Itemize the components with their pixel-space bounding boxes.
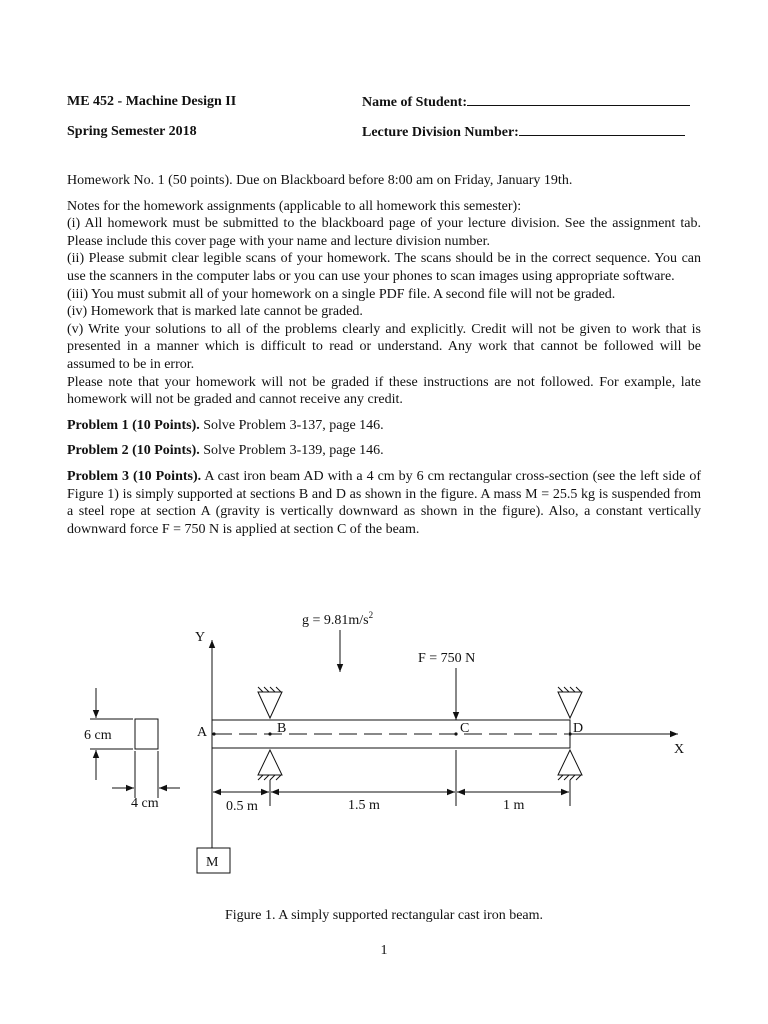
problem-1: [67, 417, 701, 435]
course-title: ME 452 - Machine Design II: [67, 94, 237, 109]
mass-value: M = 25.5 kg: [525, 486, 596, 502]
force-value: F = 750 N: [161, 521, 220, 537]
note-item: (i) All homework must be submitted to the blackboard page of your lecture division. See the assignment tab. Please include this cover page with your name and lecture division number.: [67, 216, 701, 249]
problem-3-text: is applied at section C of the beam.: [219, 521, 420, 537]
homework-line: Homework No. 1 (50 points). Due on Blackboard before 8:00 am on Friday, January 19th.: [67, 173, 573, 188]
support-d-top: [558, 692, 582, 718]
problem-3-text: A cast iron beam AD with a 4 cm by 6 cm rectangular cross-section (see the left side of Figure 1) is simply supported at sections B and D as shown in the figure. A mass: [67, 468, 701, 502]
document-body: [67, 172, 701, 538]
division-blank: [519, 124, 685, 136]
point-c-marker: [454, 732, 457, 735]
problem-2-title: Problem 2 (10 Points).: [67, 443, 200, 459]
notes-intro: Notes for the homework assignments (applicable to all homework this semester):: [67, 198, 522, 214]
beam-figure: [0, 600, 768, 890]
problem-3: [67, 468, 701, 538]
dimension-bc-label: 1.5 m: [348, 798, 380, 813]
support-b-top: [258, 692, 282, 718]
student-name-field: [362, 94, 690, 111]
problem-1-title: Problem 1 (10 Points).: [67, 417, 200, 433]
cross-section: [135, 719, 158, 749]
problem-3-title: Problem 3 (10 Points).: [67, 468, 202, 484]
problem-2-text: Solve Problem 3-139, page 146.: [199, 443, 384, 459]
point-c-label: C: [460, 721, 470, 736]
y-axis-label: Y: [195, 630, 206, 645]
mass-box-label: M: [206, 855, 219, 870]
force-label: F = 750 N: [418, 651, 476, 666]
problem-2: [67, 442, 701, 460]
height-dimension-label: 6 cm: [84, 728, 112, 743]
dimension-ab-label: 0.5 m: [226, 799, 258, 814]
page-number: 1: [380, 943, 388, 958]
point-b-label: B: [277, 721, 287, 736]
note-item: (iv) Homework that is marked late cannot be graded.: [67, 304, 363, 320]
gravity-label: $g = 9.81m/s^2$: [302, 610, 374, 628]
dimension-cd-label: 1 m: [503, 798, 525, 813]
notes-closing: Please note that your homework will not be graded if these instructions are not followed. For example, late homework will not be graded and cannot receive any credit.: [67, 374, 701, 408]
student-name-label: Name of Student:: [362, 95, 467, 110]
student-name-blank: [467, 94, 690, 106]
support-b-bottom: [258, 750, 282, 775]
division-label: Lecture Division Number:: [362, 125, 519, 140]
width-dimension-label: 4 cm: [131, 796, 159, 811]
figure-caption: Figure 1. A simply supported rectangular cast iron beam.: [224, 908, 544, 923]
note-item: (v) Write your solutions to all of the problems clearly and explicitly. Credit will not be given to work that is presented in a manner which is difficult to read or understand. Any work that cannot be followed will be assumed to be in error.: [67, 321, 701, 372]
point-a-label: A: [197, 725, 208, 740]
x-axis-label: X: [674, 742, 685, 757]
division-field: [362, 124, 685, 141]
point-d-marker: [568, 732, 571, 735]
point-d-label: D: [573, 721, 584, 736]
point-a-marker: [212, 732, 215, 735]
problem-3-text: is suspended from a steel rope at section A (gravity is vertically downward as shown in the figure). Also, a constant vertically downward force: [67, 486, 701, 537]
note-item: (ii) Please submit clear legible scans of your homework. The scans should be in the correct sequence. You can use the scanners in the computer labs or you can use your phones to scan images using appropriate software.: [67, 251, 701, 284]
point-b-marker: [268, 732, 271, 735]
support-d-bottom: [558, 750, 582, 775]
semester-label: Spring Semester 2018: [67, 124, 197, 139]
note-item: (iii) You must submit all of your homework on a single PDF file. A second file will not be graded.: [67, 286, 616, 302]
problem-1-text: Solve Problem 3-137, page 146.: [199, 417, 384, 433]
